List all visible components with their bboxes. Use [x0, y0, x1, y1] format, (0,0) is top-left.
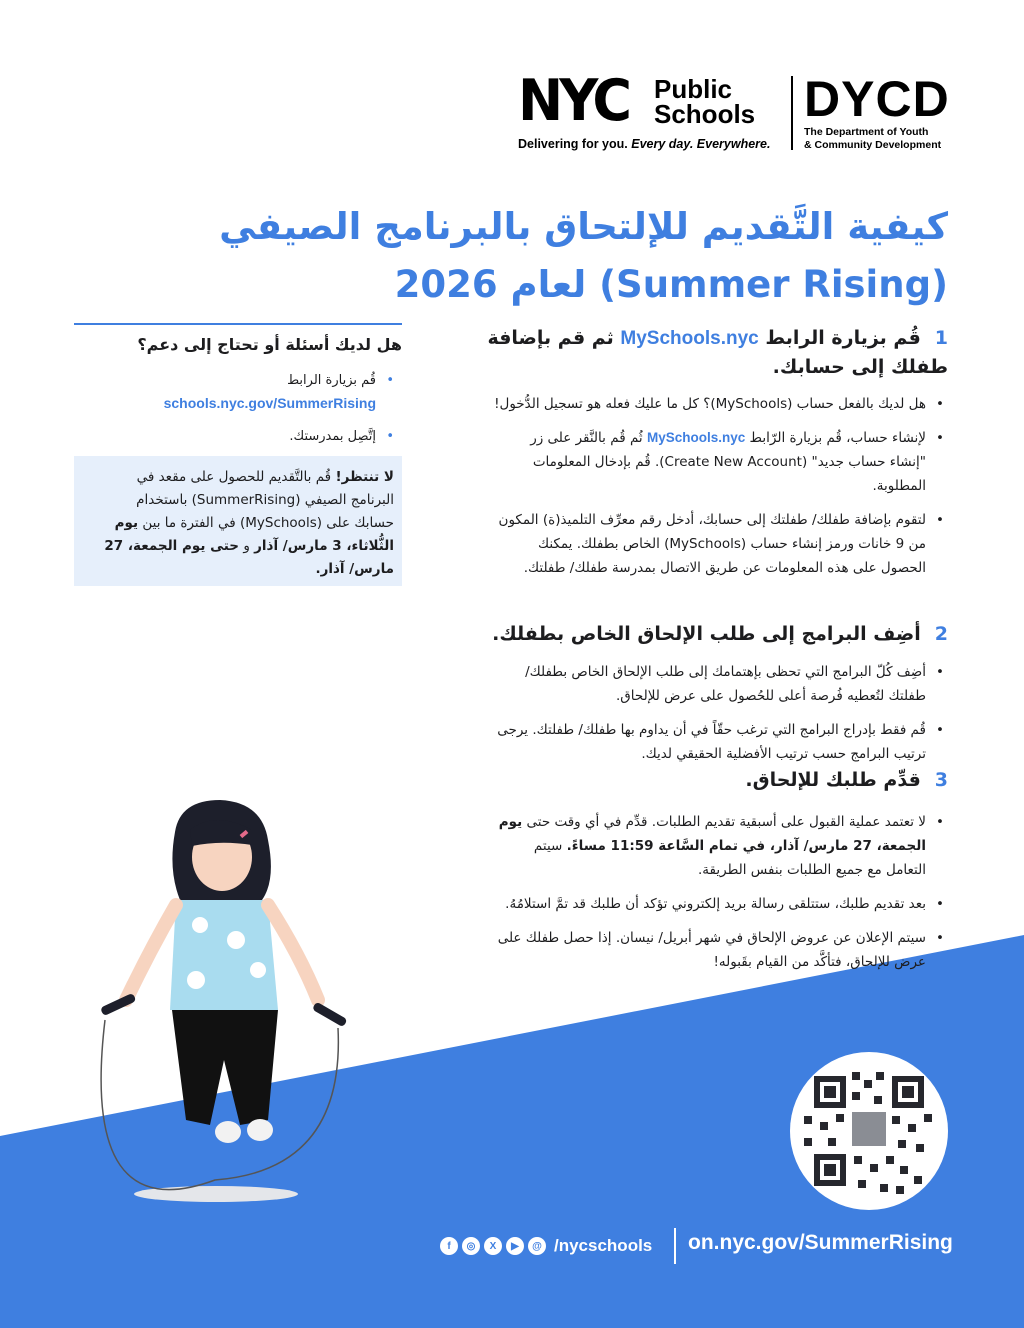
myschools-link-2[interactable]: MySchools.nyc: [646, 430, 746, 445]
dont-wait-callout: لا تنتظر! قُم بالتَّقديم للحصول على مقعد في البرنامج الصيفي (SummerRising) باستخدام حسابك على (MySchools) في الفترة ما بين يوم الثُّلاثاء، 3 مارس/ آذار و حتى يوم الجمعة، 27 مارس/ آذار.: [74, 456, 402, 586]
dycd-subtitle: The Department of Youth & Community Development: [804, 126, 942, 151]
list-item: • قُم فقط بإدراج البرامج التي ترغب حقّاً في أن يداوم بها طفلك/ طفلتك. يرجى ترتيب البرامج حسب ترتيب الأفضلية الحقيقي لديك.: [490, 718, 948, 766]
facebook-icon[interactable]: f: [440, 1237, 458, 1255]
list-item: • لا تعتمد عملية القبول على أسبقية تقديم الطلبات. قدِّم في أي وقت حتى يوم الجمعة، 27 مارس/ آذار، في تمام السَّاعة 11:59 مساءً. سيتم التعامل مع جميع الطلبات بنفس الطريقة.: [490, 810, 948, 882]
step-2-list: [490, 660, 948, 776]
logo-divider: [791, 76, 793, 150]
step-3-heading: 3قدِّم طلبك للإلحاق.: [745, 769, 948, 791]
instagram-icon[interactable]: ◎: [462, 1237, 480, 1255]
list-item: • هل لديك بالفعل حساب (MySchools)؟ كل ما عليك فعله هو تسجيل الدُّخول!: [490, 392, 948, 416]
step-1-heading: 1قُم بزيارة الرابط MySchools.nyc ثم قم بإضافة طفلك إلى حسابك.: [487, 327, 948, 378]
step-3-list: [490, 810, 948, 984]
list-item: • أضِف كُلّ البرامج التي تحظى بإهتمامك إلى طلب الإلحاق الخاص بطفلك/ طفلتك لتُعطيه فُرصة أعلى للحُصول على عرض للإلحاق.: [490, 660, 948, 708]
myschools-link[interactable]: MySchools.nyc: [620, 328, 759, 349]
list-item: • بعد تقديم طلبك، ستتلقى رسالة بريد إلكتروني تؤكد أن طلبك قد تمَّ استلامُهُ.: [490, 892, 948, 916]
support-list: [74, 370, 396, 458]
page-title: كيفية التَّقديم للإلتحاق بالبرنامج الصيفي (Summer Rising) لعام 2026: [219, 205, 948, 306]
qr-code[interactable]: [790, 1052, 948, 1210]
list-item: • لإنشاء حساب، قُم بزيارة الرّابط MySchools.nyc ثُم قُم بالنَّقر على زر "إنشاء حساب جديد" (Create New Account). قُم بإدخال المعلومات المطلوبة.: [490, 426, 948, 498]
step-2-heading: 2أضِف البرامج إلى طلب الإلحاق الخاص بطفلك.: [492, 623, 948, 645]
nyc-tagline: Delivering for you. Every day. Everywhere.: [518, 137, 771, 151]
x-icon[interactable]: X: [484, 1237, 502, 1255]
list-item: • لتقوم بإضافة طفلك/ طفلتك إلى حسابك، أدخل رقم معرِّف التلميذ(ة) المكون من 9 خانات ورمز إنشاء حساب (MySchools) الخاص بطفلك. يمكنك الحصول على هذه المعلومات عن طريق الاتصال بمدرسة طفلك/ طفلتك.: [490, 508, 948, 580]
step-1-list: [490, 392, 948, 590]
qr-pattern: [790, 1052, 948, 1210]
nyc-logo-mark: NYC: [518, 67, 629, 134]
youtube-icon[interactable]: ▶: [506, 1237, 524, 1255]
footer-url[interactable]: on.nyc.gov/SummerRising: [688, 1231, 953, 1254]
nyc-public-schools-wordmark: Public Schools: [654, 74, 756, 129]
support-heading: هل لديك أسئلة أو تحتاج إلى دعم؟: [137, 335, 402, 354]
footer-divider: [674, 1228, 676, 1264]
support-item-contact: • إتَّصِل بمدرستك.: [74, 426, 396, 448]
support-item-visit: • قُم بزيارة الرابط schools.nyc.gov/SummerRising: [74, 370, 396, 416]
summer-rising-link[interactable]: schools.nyc.gov/SummerRising: [163, 395, 376, 411]
threads-icon[interactable]: @: [528, 1237, 546, 1255]
social-handle[interactable]: /nycschools: [554, 1236, 653, 1255]
social-links: [440, 1232, 652, 1260]
dycd-logo: DYCD: [804, 71, 950, 127]
sidebar-rule: [74, 323, 402, 325]
list-item: • سيتم الإعلان عن عروض الإلحاق في شهر أبريل/ نيسان. إذا حصل طفلك على عرض للإلحاق، فتأكَّد من القيام بقَبوله!: [490, 926, 948, 974]
